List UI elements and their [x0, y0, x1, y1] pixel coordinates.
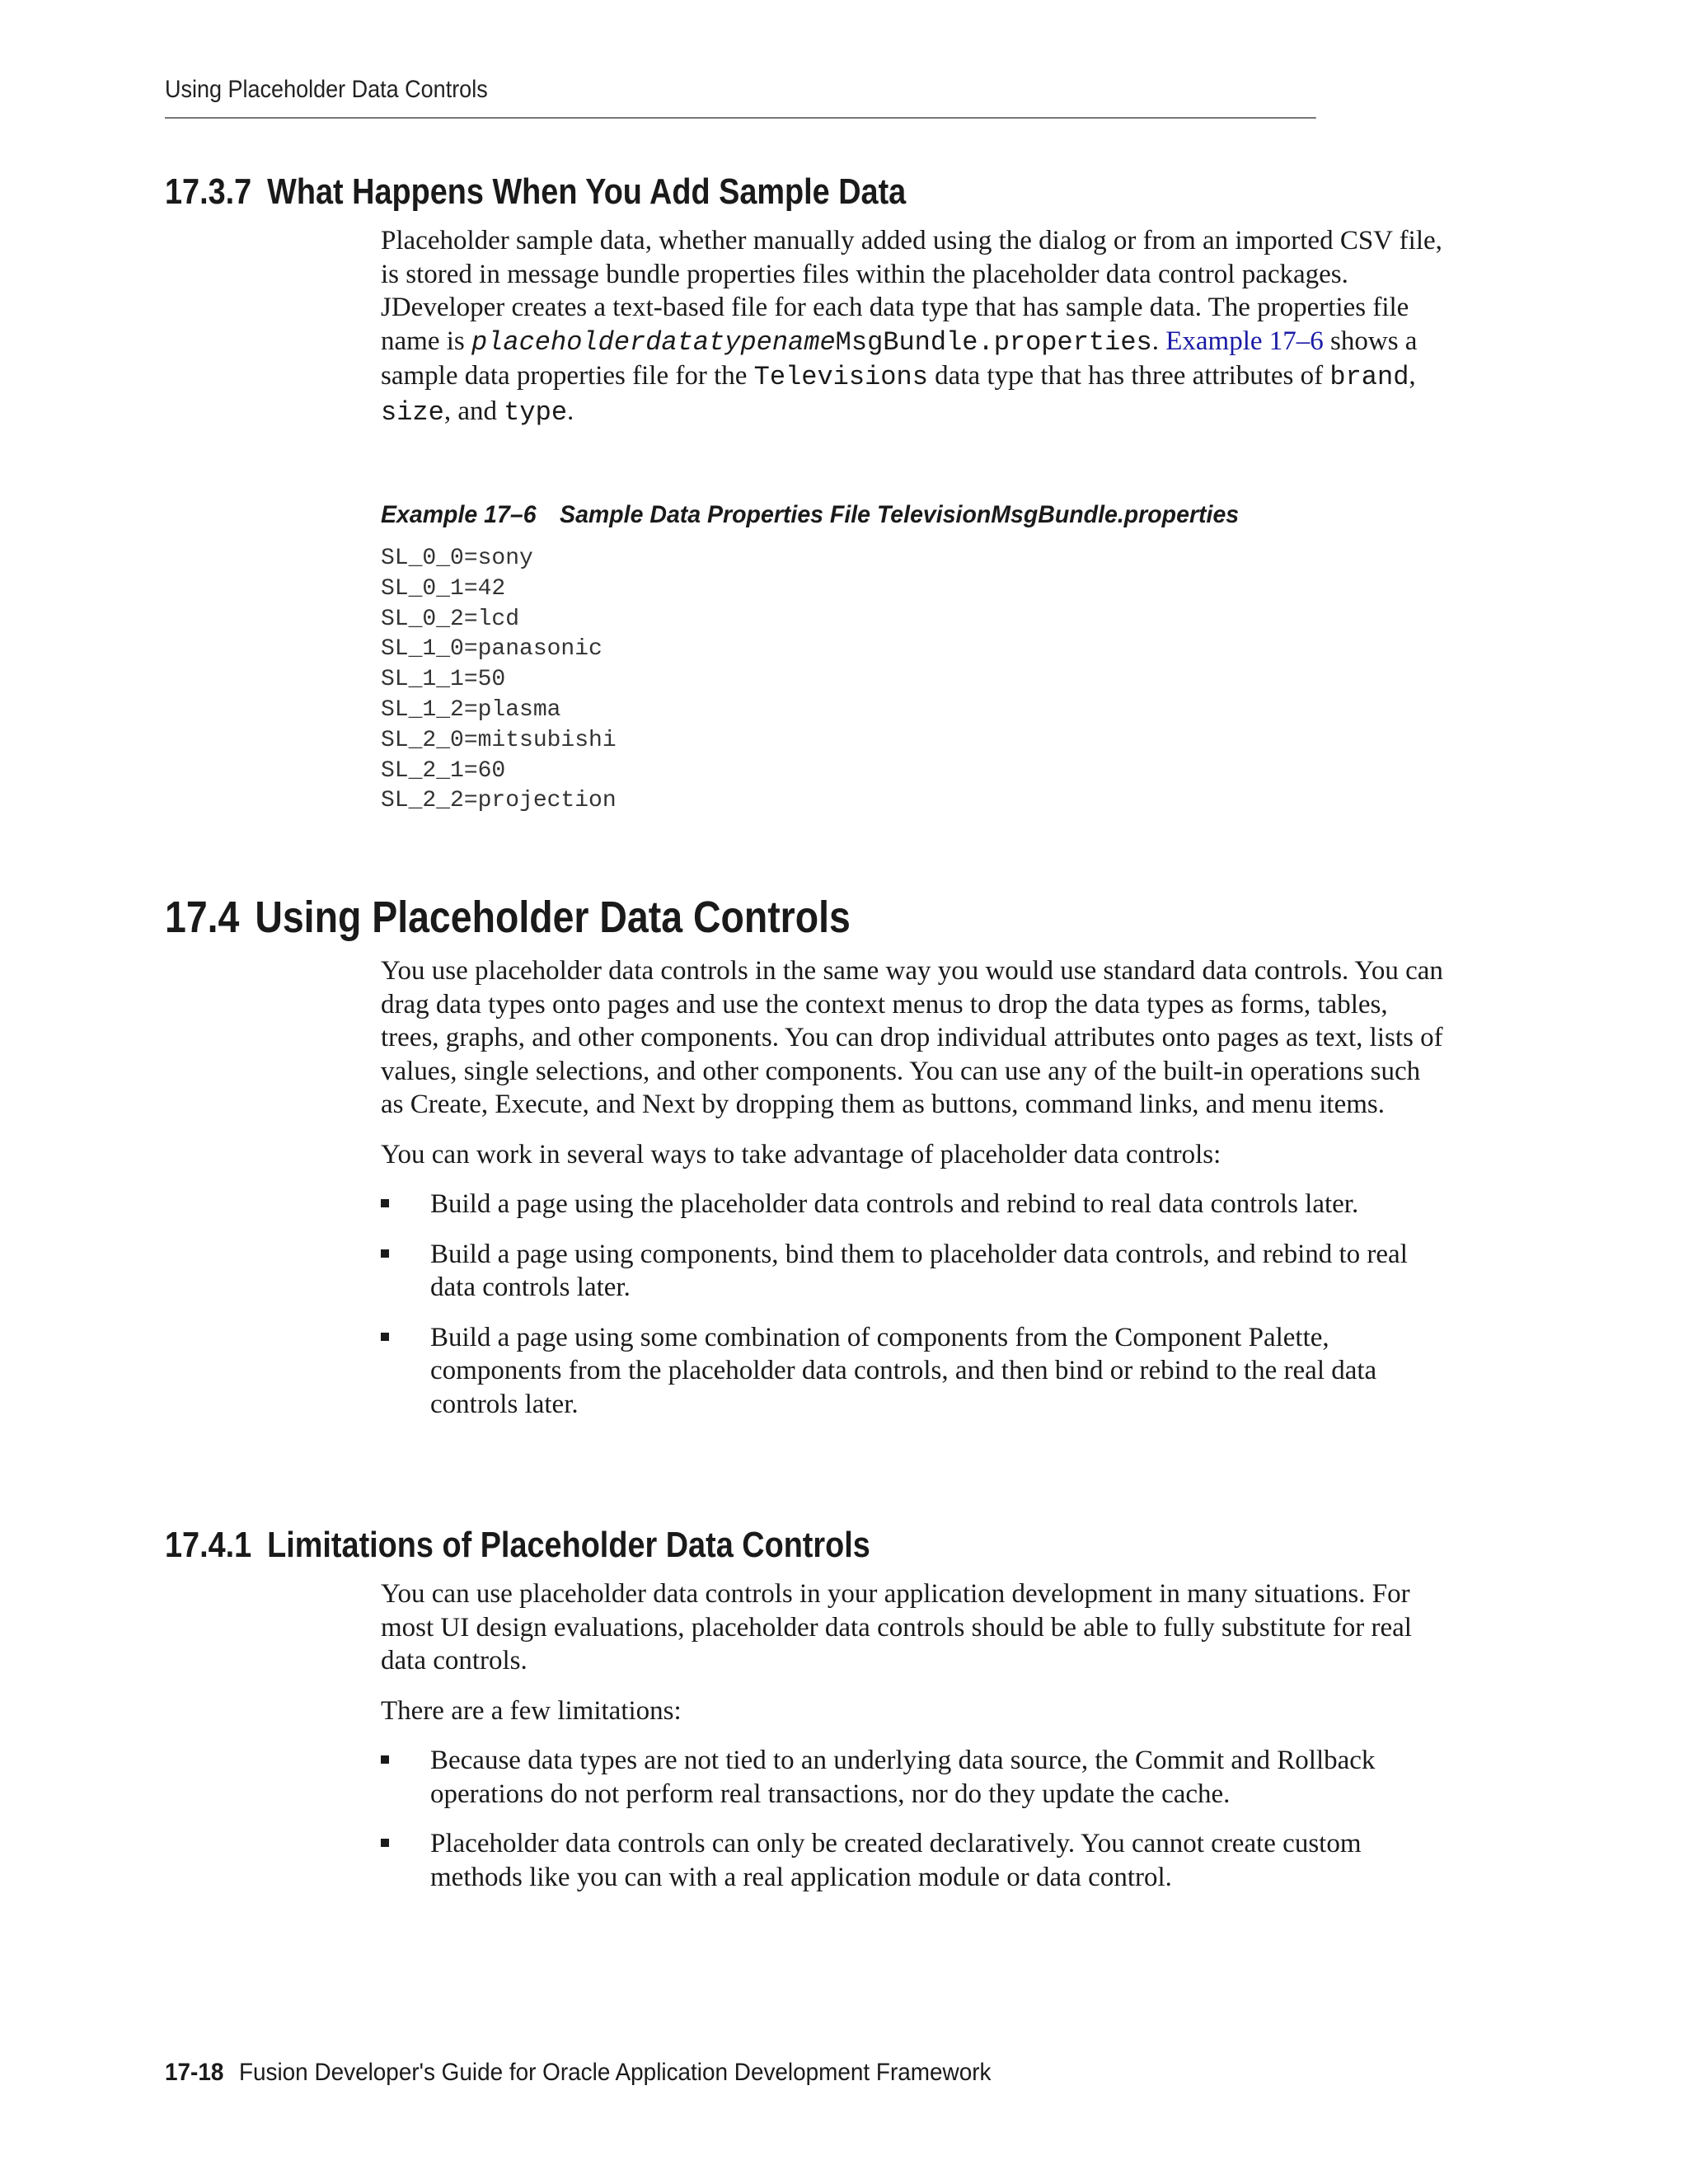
code-televisions: Televisions	[753, 362, 928, 392]
section-number: 17.3.7	[165, 171, 252, 212]
text-run: shows a sample data properties file for the	[381, 326, 1418, 391]
code-type: type	[504, 396, 568, 428]
code-line: SL_2_0=mitsubishi	[381, 727, 617, 753]
list-item	[381, 1238, 1446, 1305]
running-header-title: Using Placeholder Data Controls	[165, 76, 488, 103]
list-item-text: Build a page using some combination of components from the Component Palette, components from the placeholder data controls, and then bind or rebind to the real data controls later.	[430, 1322, 1377, 1419]
list-item-text: Placeholder data controls can only be created declaratively. You cannot create custom methods like you can with a real application module or data control.	[430, 1829, 1362, 1892]
filename-suffix: MsgBundle.properties	[835, 326, 1152, 358]
section-title: Limitations of Placeholder Data Controls	[267, 1525, 870, 1565]
code-listing	[381, 544, 617, 817]
code-line: SL_0_0=sony	[381, 546, 533, 571]
section-number: 17.4	[165, 893, 240, 942]
section-title: Using Placeholder Data Controls	[255, 893, 851, 942]
page-footer	[165, 2059, 991, 2087]
section-17-4-1-body	[381, 1577, 1446, 1910]
text-run: Placeholder sample data, whether manually added using the dialog or from an imported CSV file, is stored in message bundle properties files within the placeholder data control packages. JDeveloper creates a text-based file for each data type that has sample data. The properties file name is	[381, 226, 1442, 356]
list-item-text: Build a page using the placeholder data controls and rebind to real data controls later.	[430, 1189, 1359, 1219]
running-header	[165, 76, 1316, 119]
square-bullet-icon	[381, 1839, 389, 1847]
body-paragraph: There are a few limitations:	[381, 1695, 682, 1726]
code-line: SL_1_1=50	[381, 667, 506, 693]
code-line: SL_1_0=panasonic	[381, 636, 603, 663]
body-paragraph: You can use placeholder data controls in your application development in many situations. For most UI design evaluations, placeholder data controls should be able to fully substitute for real data controls.	[381, 1579, 1412, 1675]
body-paragraph	[381, 224, 1446, 429]
code-line: SL_0_1=42	[381, 575, 506, 602]
square-bullet-icon	[381, 1199, 389, 1207]
bullet-list	[381, 1744, 1446, 1894]
book-title: Fusion Developer's Guide for Oracle Application Development Framework	[238, 2059, 992, 2086]
text-run: data type that has three attributes of	[927, 361, 1330, 391]
list-item-text: Build a page using components, bind them to placeholder data controls, and rebind to real data controls later.	[430, 1239, 1408, 1302]
section-heading-17-4	[165, 892, 851, 943]
square-bullet-icon	[381, 1755, 389, 1764]
list-item	[381, 1321, 1446, 1422]
text-run: .	[567, 396, 574, 426]
list-item	[381, 1188, 1446, 1221]
section-17-3-7-body	[381, 224, 1446, 429]
example-cross-reference-link[interactable]: Example 17–6	[1165, 326, 1324, 356]
filename-variable: placeholderdatatypename	[471, 326, 836, 358]
body-paragraph: You can work in several ways to take advantage of placeholder data controls:	[381, 1139, 1221, 1169]
section-17-4-body	[381, 954, 1446, 1437]
code-brand: brand	[1329, 362, 1409, 392]
code-line: SL_2_2=projection	[381, 788, 617, 814]
example-title: Sample Data Properties File TelevisionMsgBundle.properties	[560, 501, 1240, 528]
text-run: , and	[443, 396, 504, 426]
code-line: SL_2_1=60	[381, 757, 506, 784]
code-size: size	[381, 396, 444, 428]
code-line: SL_0_2=lcd	[381, 606, 520, 632]
list-item	[381, 1744, 1446, 1811]
text-run: ,	[1409, 361, 1416, 391]
body-paragraph: You use placeholder data controls in the same way you would use standard data controls. You can drag data types onto pages and use the context menus to drop the data types as forms, tables, trees, graphs, and other components. You can drop individual attributes onto pages as text, lists of values, single selections, and other components. You can use any of the built-in operations such as Create, Execute, and Next by dropping them as buttons, command links, and menu items.	[381, 956, 1443, 1119]
code-line: SL_1_2=plasma	[381, 696, 561, 723]
section-heading-17-3-7	[165, 171, 906, 213]
section-number: 17.4.1	[165, 1525, 252, 1565]
list-item	[381, 1827, 1446, 1894]
page-number: 17-18	[165, 2059, 224, 2086]
example-label: Example 17–6	[381, 501, 537, 528]
example-caption	[381, 501, 1239, 529]
text-run: .	[1151, 326, 1166, 356]
section-title: What Happens When You Add Sample Data	[267, 171, 907, 212]
section-heading-17-4-1	[165, 1525, 870, 1566]
square-bullet-icon	[381, 1333, 389, 1341]
square-bullet-icon	[381, 1249, 389, 1258]
bullet-list	[381, 1188, 1446, 1421]
list-item-text: Because data types are not tied to an underlying data source, the Commit and Rollback operations do not perform real transactions, nor do they update the cache.	[430, 1746, 1376, 1809]
